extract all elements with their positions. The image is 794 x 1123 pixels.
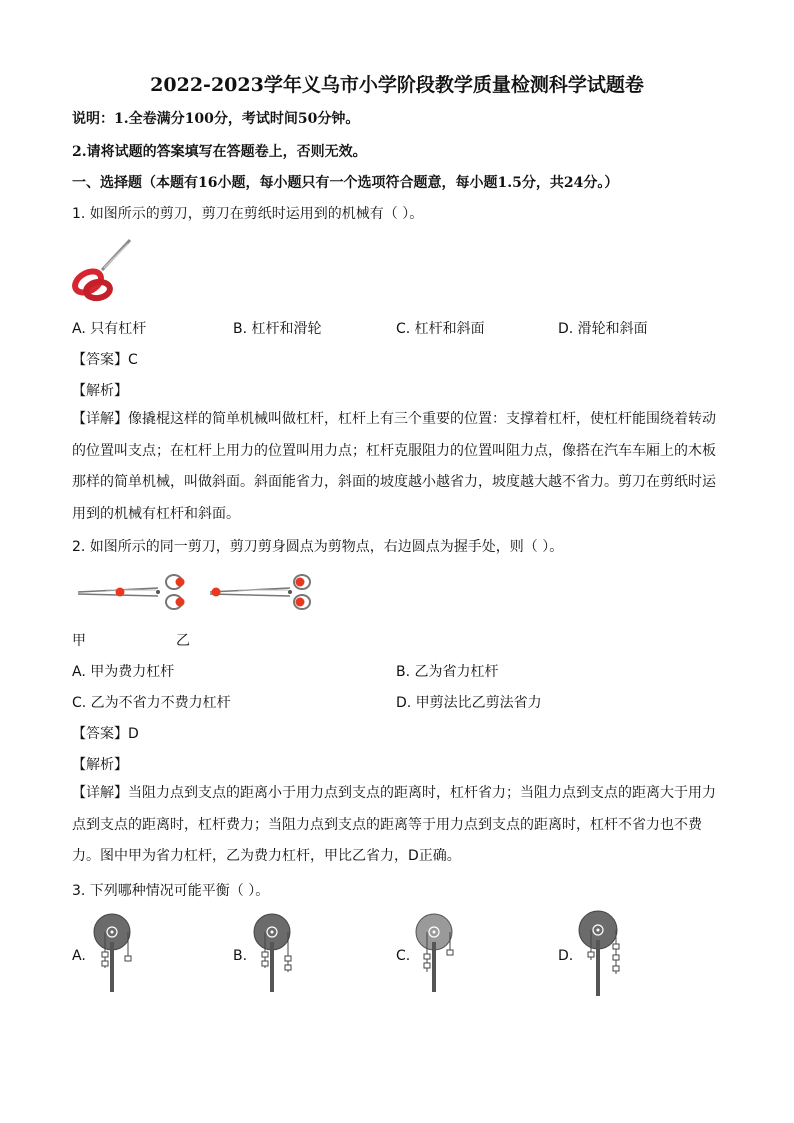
q2-detail: 【详解】当阻力点到支点的距离小于用力点到支点的距离时，杠杆省力；当阻力点到支点的距离大于用力点到支点的距离时，杠杆费力；当阻力点到支点的距离等于用力点到支点的距离时，杠杆不省力也不费力。图中甲为省力杠杆，乙为费力杠杆，甲比乙省力，D正确。 <box>72 785 716 864</box>
q1-option-a: A. 只有杠杆 <box>72 321 147 337</box>
q2-analysis: 【解析】 <box>72 757 128 773</box>
cut-point-dot <box>116 588 125 597</box>
q2-option-b: B. 乙为省力杠杆 <box>396 664 499 680</box>
page-title: 2022-2023学年义乌市小学阶段教学质量检测科学试题卷 <box>150 74 644 96</box>
q2-option-c: C. 乙为不省力不费力杠杆 <box>72 695 231 711</box>
q2-answer: 【答案】D <box>72 726 139 742</box>
q2-option-a: A. 甲为费力杠杆 <box>72 664 175 680</box>
note-1: 说明：1.全卷满分100分，考试时间50分钟。 <box>72 111 360 127</box>
pulley-b-image <box>252 912 298 996</box>
q2-option-d: D. 甲剪法比乙剪法省力 <box>396 695 542 711</box>
q1-answer: 【答案】C <box>72 352 138 368</box>
pulley-d-image <box>578 910 626 1000</box>
q3-option-d: D. <box>558 948 574 964</box>
fig-label-yi: 乙 <box>176 633 190 649</box>
grip-point-dot <box>296 598 305 607</box>
pulley-c-image <box>414 912 460 996</box>
grip-point-dot <box>176 598 185 607</box>
q3-option-c: C. <box>396 948 411 964</box>
q1-stem: 1. 如图所示的剪刀，剪刀在剪纸时运用到的机械有（ ）。 <box>72 206 424 222</box>
scissors-yi-image <box>208 572 320 612</box>
q1-option-c: C. 杠杆和斜面 <box>396 321 485 337</box>
section-heading: 一、选择题（本题有16小题，每小题只有一个选项符合题意，每小题1.5分，共24分。） <box>72 175 619 191</box>
scissors-jia-image <box>76 572 188 612</box>
grip-point-dot <box>176 578 185 587</box>
q1-detail: 【详解】像撬棍这样的简单机械叫做杠杆，杠杆上有三个重要的位置：支撑着杠杆，使杠杆能围绕着转动的位置叫支点；在杠杆上用力的位置叫用力点；杠杆克服阻力的位置叫阻力点，像搭在汽车车厢上的木板那样的简单机械，叫做斜面。斜面能省力，斜面的坡度越小越省力，坡度越大越不省力。剪刀在剪纸时运用到的机械有杠杆和斜面。 <box>72 411 716 522</box>
grip-point-dot <box>296 578 305 587</box>
q3-option-a: A. <box>72 948 86 964</box>
q1-option-b: B. 杠杆和滑轮 <box>233 321 322 337</box>
fig-label-jia: 甲 <box>72 633 86 649</box>
q3-option-b: B. <box>233 948 248 964</box>
q2-stem: 2. 如图所示的同一剪刀，剪刀剪身圆点为剪物点，右边圆点为握手处，则（ ）。 <box>72 539 564 555</box>
note-2: 2.请将试题的答案填写在答题卷上，否则无效。 <box>72 144 367 160</box>
scissors-image <box>70 236 134 302</box>
cut-point-dot <box>212 588 221 597</box>
q1-option-d: D. 滑轮和斜面 <box>558 321 648 337</box>
q1-analysis: 【解析】 <box>72 383 128 399</box>
q3-stem: 3. 下列哪种情况可能平衡（ ）。 <box>72 883 270 899</box>
pulley-a-image <box>92 912 138 996</box>
